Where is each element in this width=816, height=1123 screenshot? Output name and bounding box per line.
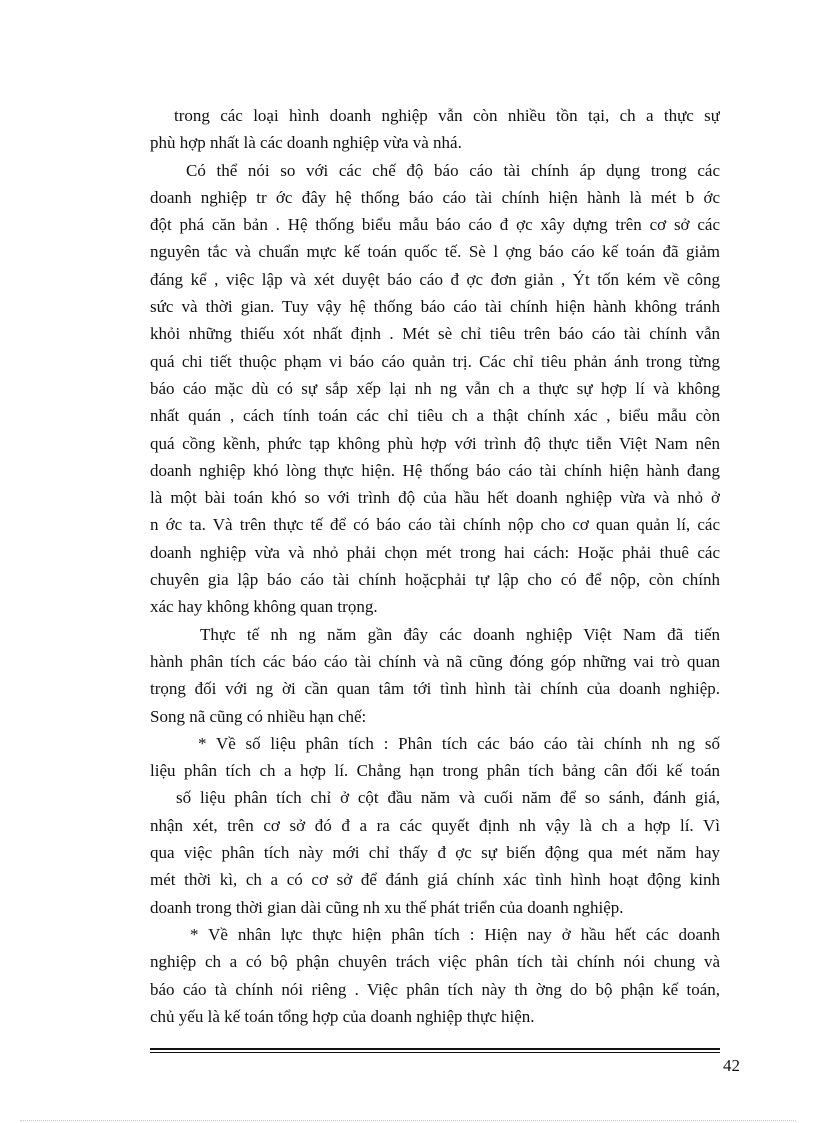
text-line: báo cáo tà chính nói riêng . Việc phân tích này th ờng do bộ phận kế toán, [150, 979, 720, 999]
text-line: quá cồng kềnh, phức tạp không phù hợp với trình độ thực tiễn Việt Nam nên [150, 433, 720, 453]
text-line: sức và thời gian. Tuy vậy hệ thống báo cáo tài chính hiện hành không tránh [150, 297, 720, 317]
text-line: nhận xét, trên cơ sở đó đ a ra các quyết định nh vậy là ch a hợp lí. Vì [150, 815, 720, 835]
text-line: là một bài toán khó so với trình độ của hầu hết doanh nghiệp vừa và nhỏ ở [150, 488, 720, 508]
text-line: mét thời kì, ch a có cơ sở để đánh giá chính xác tình hình hoạt động kinh [150, 870, 720, 890]
body-text [150, 102, 720, 1030]
page-bottom-dotted-border [20, 1120, 796, 1121]
text-line: nghiệp ch a có bộ phận chuyên trách việc phân tích tài chính nói chung và [150, 952, 720, 972]
text-line: nhất quán , cách tính toán các chỉ tiêu ch a thật chính xác , biểu mẫu còn [150, 406, 720, 426]
page-number: 42 [723, 1056, 740, 1075]
text-line: phù hợp nhất là các doanh nghiệp vừa và nhá. [150, 133, 462, 153]
text-line: số liệu phân tích chỉ ở cột đầu năm và cuối năm để so sánh, đánh giá, [176, 788, 720, 808]
text-line: quá chi tiết thuộc phạm vi báo cáo quản trị. Các chỉ tiêu phản ánh trong từng [150, 351, 720, 371]
text-line: doanh trong thời gian dài cũng nh xu thế phát triển của doanh nghiệp. [150, 897, 624, 917]
text-line: Có thể nói so với các chế độ báo cáo tài chính áp dụng trong các [186, 160, 720, 180]
text-line: * Về số liệu phân tích : Phân tích các báo cáo tài chính nh ng số [198, 733, 720, 753]
text-line: qua việc phân tích này mới chỉ thấy đ ợc sự biến động qua mét năm hay [150, 843, 720, 863]
text-line: hành phân tích các báo cáo tài chính và nã cũng đóng góp những vai trò quan [150, 651, 720, 671]
text-line: doanh nghiệp tr ớc đây hệ thống báo cáo tài chính hiện hành là mét b ớc [150, 187, 720, 207]
text-line: Song nã cũng có nhiều hạn chế: [150, 706, 367, 726]
text-line: liệu phân tích ch a hợp lí. Chẳng hạn trong phân tích bảng cân đối kế toán [150, 761, 720, 781]
text-line: doanh nghiệp khó lòng thực hiện. Hệ thống báo cáo tài chính hiện hành đang [150, 460, 720, 480]
text-line: nguyên tắc và chuẩn mực kế toán quốc tế. Sè l ợng báo cáo kế toán đã giảm [150, 242, 720, 262]
footer-rule-thick [150, 1048, 720, 1050]
text-line: doanh nghiệp vừa và nhỏ phải chọn mét trong hai cách: Hoặc phải thuê các [150, 542, 720, 562]
text-line: n ớc ta. Và trên thực tế để có báo cáo tài chính nộp cho cơ quan quản lí, các [150, 515, 720, 535]
footer-rule-thin [150, 1052, 720, 1053]
text-line: Thực tế nh ng năm gần đây các doanh nghiệp Việt Nam đã tiến [200, 624, 720, 644]
text-line: * Về nhân lực thực hiện phân tích : Hiện nay ở hầu hết các doanh [190, 924, 720, 944]
text-line: trọng đối với ng ời cần quan tâm tới tình hình tài chính của doanh nghiệp. [150, 679, 720, 699]
text-line: báo cáo mặc dù có sự sắp xếp lại nh ng vẫn ch a thực sự hợp lí và không [150, 378, 720, 398]
text-line: khỏi những thiếu xót nhất định . Mét sè chỉ tiêu trên báo cáo tài chính vẫn [150, 324, 720, 344]
text-line: trong các loại hình doanh nghiệp vẫn còn nhiều tồn tại, ch a thực sự [174, 106, 720, 125]
text-line: chuyên gia lập báo cáo tài chính hoặcphải tự lập cho có để nộp, còn chính [150, 570, 720, 590]
text-line: đáng kể , việc lập và xét duyệt báo cáo đ ợc đơn giản , Ýt tốn kém về công [150, 269, 720, 289]
text-line: chủ yếu là kế toán tổng hợp của doanh nghiệp thực hiện. [150, 1006, 535, 1026]
text-line: xác hay không không quan trọng. [150, 597, 378, 617]
text-line: đột phá căn bản . Hệ thống biểu mẫu báo cáo đ ợc xây dựng trên cơ sở các [150, 215, 720, 235]
